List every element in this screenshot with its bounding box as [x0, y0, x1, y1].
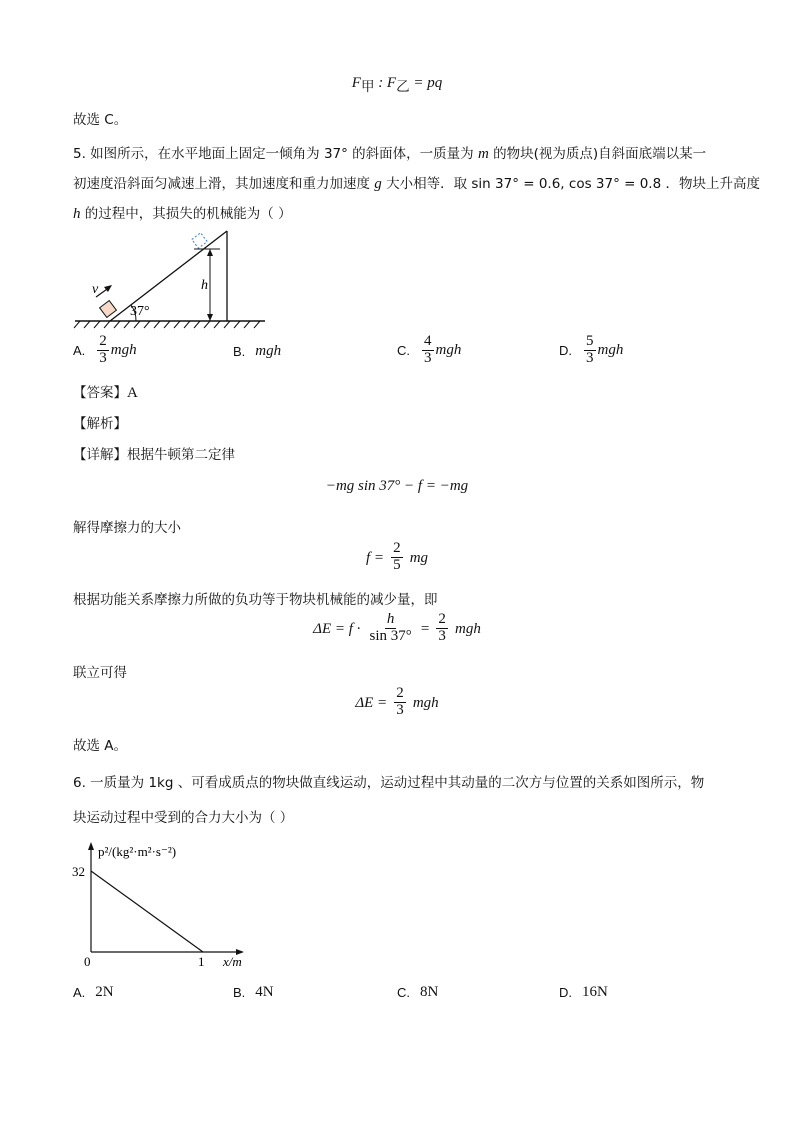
equation-rhs: = pq [409, 75, 443, 91]
stem-text: 的物块(视为质点)自斜面底端以某一 [493, 146, 707, 162]
stem-text: 大小相等．取 sin 37° = 0.6, cos 37° = 0.8 ．物块上升高度 [386, 176, 760, 192]
q5-option-d[interactable] [559, 334, 623, 367]
height-symbol: h [73, 206, 81, 222]
option-expression: mgh [110, 341, 137, 358]
q5-stem-line1 [73, 142, 706, 163]
option-letter: C. [397, 342, 410, 358]
stem-text: 5. 如图所示，在水平地面上固定一倾角为 37° 的斜面体，一质量为 [73, 146, 474, 162]
incline-figure [70, 225, 270, 330]
q5-analysis-label: 【解析】 [73, 416, 127, 432]
option-fraction: $\frac{5}{3}$ [586, 333, 594, 366]
stem-text: 初速度沿斜面匀减速上滑，其加速度和重力加速度 [73, 176, 370, 192]
q5-option-b[interactable] [233, 343, 281, 360]
answer-label: 【答案】 [73, 385, 127, 401]
option-letter: B. [233, 985, 246, 1000]
q6-stem-line1: 6. 一质量为 1kg 、可看成质点的物块做直线运动，运动过程中其动量的二次方与位置的关系如图所示，物 [73, 775, 705, 791]
option-letter: A. [73, 985, 86, 1000]
option-letter: B. [233, 344, 246, 359]
force-symbol: F [351, 75, 361, 91]
q5-answer [73, 381, 138, 402]
series-line [91, 871, 203, 952]
origin-label: 0 [84, 954, 91, 969]
y-tick-label: 32 [72, 864, 85, 879]
gravity-symbol: g [374, 176, 382, 192]
stem-text: 的过程中，其损失的机械能为（ ） [84, 206, 292, 222]
option-letter: D. [559, 985, 572, 1000]
option-letter: C. [397, 985, 410, 1000]
force-symbol: : F [374, 75, 397, 91]
option-value: 8N [420, 984, 439, 1000]
q5-detail [73, 443, 235, 463]
arrow-head-down [207, 314, 213, 321]
q5-conclusion: 故选 A。 [73, 738, 128, 754]
option-letter: D. [559, 342, 572, 358]
block-end-dashed [192, 233, 207, 248]
option-expression: mgh [255, 343, 282, 359]
q5-stem-line2 [73, 172, 760, 193]
angle-label: 37° [130, 304, 150, 319]
q6-option-d[interactable] [559, 984, 608, 1001]
q5-stem-line3 [73, 202, 292, 223]
q5-equation-2: f = $\frac{2}{5}$ mg [365, 540, 429, 573]
incline-surface [110, 231, 227, 321]
option-value: 4N [255, 984, 274, 1000]
x-tick-label: 1 [198, 954, 205, 969]
q5-step-4: 联立可得 [73, 665, 127, 681]
answer-value: A [127, 385, 138, 401]
q6-stem-line2: 块运动过程中受到的合力大小为（ ） [73, 810, 294, 826]
q5-equation-4: ΔE = $\frac{2}{3}$ mgh [355, 685, 439, 718]
momentum-graph [68, 838, 258, 973]
ground-hatching [74, 321, 260, 328]
y-axis-arrow [88, 842, 94, 850]
q4-conclusion: 故选 C。 [73, 112, 128, 128]
arrow-head-up [207, 249, 213, 256]
q5-equation-1: −mg sin 37° − f = −mg [325, 478, 469, 494]
q5-step-3: 根据功能关系摩擦力所做的负功等于物块机械能的减少量，即 [73, 592, 438, 608]
option-letter: A. [73, 342, 86, 358]
q6-option-b[interactable] [233, 984, 274, 1001]
x-axis-label: x/m [223, 954, 242, 969]
option-fraction: $\frac{4}{3}$ [424, 333, 432, 366]
q5-step-2: 解得摩擦力的大小 [73, 520, 181, 536]
q6-option-a[interactable] [73, 984, 114, 1001]
option-expression: mgh [435, 341, 462, 358]
q5-option-c[interactable] [397, 334, 461, 367]
option-value: 2N [95, 984, 114, 1000]
option-fraction: $\frac{2}{3}$ [99, 333, 107, 366]
mass-symbol: m [477, 146, 489, 162]
q6-option-c[interactable] [397, 984, 438, 1001]
option-expression: mgh [597, 341, 624, 358]
subscript: 乙 [396, 79, 410, 96]
y-axis-label: p²/(kg²·m²·s⁻²) [98, 844, 177, 859]
detail-text: 根据牛顿第二定律 [127, 447, 235, 463]
q5-equation-3: ΔE = f · $\frac{h}{\sin 37^\circ}$ = $\frac{2}{3}$ mgh [313, 611, 481, 644]
height-label: h [201, 278, 208, 293]
q5-option-a[interactable] [73, 334, 137, 367]
q4-ratio-equation [0, 72, 794, 95]
velocity-label: v [92, 282, 99, 297]
detail-label: 【详解】 [73, 447, 127, 463]
option-value: 16N [582, 984, 608, 1000]
block-start [100, 301, 117, 318]
subscript: 甲 [360, 79, 375, 96]
